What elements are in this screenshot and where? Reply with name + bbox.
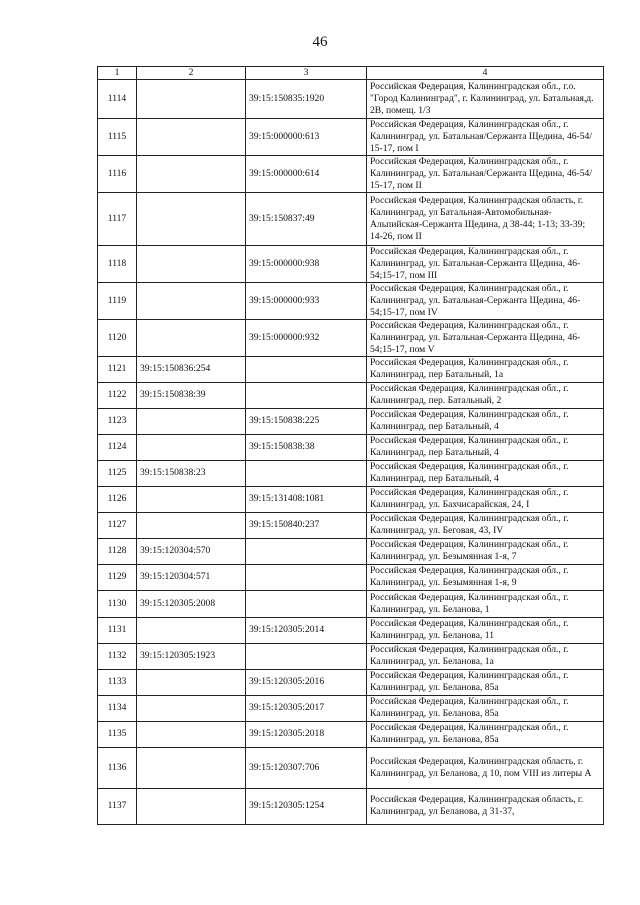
row-number-cell: 1134: [98, 695, 137, 721]
row-number-cell: 1125: [98, 460, 137, 486]
cadastral-col2-cell: [137, 79, 246, 118]
row-number-cell: 1131: [98, 617, 137, 643]
row-number-cell: 1118: [98, 245, 137, 282]
address-cell: Российская Федерация, Калининградская обл., г. Калининград, ул. Беланова, 85а: [367, 695, 604, 721]
cadastral-col3-cell: 39:15:000000:932: [246, 319, 367, 356]
table-row: [98, 721, 604, 747]
cadastral-col2-cell: 39:15:120304:570: [137, 538, 246, 564]
table-row: [98, 564, 604, 590]
row-number-cell: 1126: [98, 486, 137, 512]
cadastral-col2-cell: [137, 245, 246, 282]
cadastral-col2-cell: 39:15:150838:23: [137, 460, 246, 486]
table-row: [98, 486, 604, 512]
cadastral-col3-cell: 39:15:000000:613: [246, 118, 367, 155]
table-row: [98, 617, 604, 643]
cadastral-col3-cell: 39:15:120305:2016: [246, 669, 367, 695]
address-cell: Российская Федерация, Калининградская обл., г. Калининград, ул. Беланова, 85а: [367, 721, 604, 747]
cadastral-col3-cell: 39:15:000000:933: [246, 282, 367, 319]
cadastral-col3-cell: 39:15:120305:2018: [246, 721, 367, 747]
cadastral-col3-cell: [246, 538, 367, 564]
header-col-1: 1: [98, 67, 137, 80]
address-cell: Российская Федерация, Калининградская область, г. Калининград, ул Беланова, д 10, пом VIII из литеры А: [367, 747, 604, 788]
address-cell: Российская Федерация, Калининградская обл., г. Калининград, ул. Батальная/Сержанта Щедина, 46-54/ 15-17, пом I: [367, 118, 604, 155]
header-row: [98, 67, 604, 80]
cadastral-col2-cell: [137, 408, 246, 434]
row-number-cell: 1119: [98, 282, 137, 319]
cadastral-col3-cell: 39:15:120307:706: [246, 747, 367, 788]
row-number-cell: 1117: [98, 192, 137, 245]
cadastral-col3-cell: 39:15:150835:1920: [246, 79, 367, 118]
cadastral-col3-cell: 39:15:150840:237: [246, 512, 367, 538]
address-cell: Российская Федерация, Калининградская обл., г. Калининград, пер Батальный, 1а: [367, 356, 604, 382]
cadastral-col2-cell: [137, 192, 246, 245]
row-number-cell: 1129: [98, 564, 137, 590]
cadastral-col3-cell: 39:15:150838:225: [246, 408, 367, 434]
cadastral-col2-cell: [137, 617, 246, 643]
table-row: [98, 590, 604, 617]
table-row: [98, 282, 604, 319]
cadastral-col2-cell: 39:15:120304:571: [137, 564, 246, 590]
address-cell: Российская Федерация, Калининградская обл., г. Калининград, пер. Батальный, 2: [367, 382, 604, 408]
address-cell: Российская Федерация, Калининградская обл., г. Калининград, ул. Батальная-Сержанта Щедина, 46-54;15-17, пом III: [367, 245, 604, 282]
table-row: [98, 118, 604, 155]
table-row: [98, 245, 604, 282]
table-row: [98, 695, 604, 721]
cadastral-col2-cell: [137, 319, 246, 356]
cadastral-col3-cell: [246, 356, 367, 382]
table-row: [98, 512, 604, 538]
cadastral-col2-cell: [137, 721, 246, 747]
address-cell: Российская Федерация, Калининградская область, г. Калининград, ул Беланова, д 31-37,: [367, 788, 604, 824]
table-header: [98, 67, 604, 80]
cadastral-col3-cell: [246, 643, 367, 669]
header-col-2: 2: [137, 67, 246, 80]
row-number-cell: 1123: [98, 408, 137, 434]
cadastral-col3-cell: [246, 590, 367, 617]
row-number-cell: 1133: [98, 669, 137, 695]
registry-table: [97, 66, 604, 825]
cadastral-col3-cell: 39:15:120305:1254: [246, 788, 367, 824]
row-number-cell: 1124: [98, 434, 137, 460]
address-cell: Российская Федерация, Калининградская обл., г. Калининград, ул. Безымянная 1-я, 9: [367, 564, 604, 590]
cadastral-col2-cell: [137, 155, 246, 192]
cadastral-col3-cell: 39:15:120305:2014: [246, 617, 367, 643]
cadastral-col2-cell: [137, 486, 246, 512]
table-row: [98, 79, 604, 118]
row-number-cell: 1135: [98, 721, 137, 747]
table-row: [98, 192, 604, 245]
header-col-4: 4: [367, 67, 604, 80]
header-col-3: 3: [246, 67, 367, 80]
cadastral-col2-cell: [137, 669, 246, 695]
cadastral-col3-cell: [246, 460, 367, 486]
cadastral-col2-cell: 39:15:120305:1923: [137, 643, 246, 669]
row-number-cell: 1114: [98, 79, 137, 118]
cadastral-col2-cell: [137, 695, 246, 721]
table-row: [98, 538, 604, 564]
cadastral-col3-cell: 39:15:000000:614: [246, 155, 367, 192]
address-cell: Российская Федерация, Калининградская обл., г. Калининград, ул. Беланова, 11: [367, 617, 604, 643]
row-number-cell: 1127: [98, 512, 137, 538]
row-number-cell: 1121: [98, 356, 137, 382]
cadastral-col3-cell: 39:15:000000:938: [246, 245, 367, 282]
table-row: [98, 155, 604, 192]
table-row: [98, 408, 604, 434]
cadastral-col3-cell: [246, 382, 367, 408]
address-cell: Российская Федерация, Калининградская обл., г. Калининград, ул. Бахчисарайская, 24, I: [367, 486, 604, 512]
address-cell: Российская Федерация, Калининградская обл., г. Калининград, пер Батальный, 4: [367, 408, 604, 434]
cadastral-col3-cell: 39:15:131408:1081: [246, 486, 367, 512]
row-number-cell: 1115: [98, 118, 137, 155]
address-cell: Российская Федерация, Калининградская обл., г. Калининград, ул. Батальная-Сержанта Щедина, 46-54;15-17, пом IV: [367, 282, 604, 319]
table-row: [98, 434, 604, 460]
table-row: [98, 460, 604, 486]
cadastral-col3-cell: 39:15:120305:2017: [246, 695, 367, 721]
address-cell: Российская Федерация, Калининградская обл., г. Калининград, ул. Беланова, 85а: [367, 669, 604, 695]
row-number-cell: 1130: [98, 590, 137, 617]
row-number-cell: 1122: [98, 382, 137, 408]
address-cell: Российская Федерация, Калининградская обл., г. Калининград, ул. Батальная/Сержанта Щедина, 46-54/ 15-17, пом II: [367, 155, 604, 192]
page-number: 46: [312, 34, 328, 50]
row-number-cell: 1136: [98, 747, 137, 788]
row-number-cell: 1120: [98, 319, 137, 356]
cadastral-col2-cell: [137, 118, 246, 155]
cadastral-col2-cell: [137, 788, 246, 824]
cadastral-col2-cell: [137, 282, 246, 319]
row-number-cell: 1128: [98, 538, 137, 564]
table-row: [98, 669, 604, 695]
cadastral-col2-cell: 39:15:120305:2008: [137, 590, 246, 617]
address-cell: Российская Федерация, Калининградская обл., г. Калининград, ул. Безымянная 1-я, 7: [367, 538, 604, 564]
cadastral-col2-cell: 39:15:150838:39: [137, 382, 246, 408]
address-cell: Российская Федерация, Калининградская обл., г. Калининград, пер Батальный, 4: [367, 460, 604, 486]
row-number-cell: 1137: [98, 788, 137, 824]
table-body: [98, 79, 604, 824]
row-number-cell: 1132: [98, 643, 137, 669]
cadastral-col3-cell: [246, 564, 367, 590]
cadastral-col3-cell: 39:15:150838:38: [246, 434, 367, 460]
address-cell: Российская Федерация, Калининградская область, г. Калининград, ул Батальная-Автомобильная-Альпийская-Сержанта Щедина, д 38-44; 1-13; 33-39; 14-26, пом II: [367, 192, 604, 245]
address-cell: Российская Федерация, Калининградская обл., г. Калининград, ул. Беланова, 1: [367, 590, 604, 617]
table-row: [98, 319, 604, 356]
cadastral-col2-cell: [137, 747, 246, 788]
address-cell: Российская Федерация, Калининградская обл., г. Калининград, ул. Беланова, 1а: [367, 643, 604, 669]
table-row: [98, 788, 604, 824]
table-row: [98, 356, 604, 382]
table-row: [98, 643, 604, 669]
cadastral-col2-cell: [137, 434, 246, 460]
row-number-cell: 1116: [98, 155, 137, 192]
address-cell: Российская Федерация, Калининградская обл., г.о. "Город Калининград", г. Калининград, ул. Батальная,д. 2В, помещ. 1/3: [367, 79, 604, 118]
address-cell: Российская Федерация, Калининградская обл., г. Калининград, ул. Батальная-Сержанта Щедина, 46-54;15-17, пом V: [367, 319, 604, 356]
table-row: [98, 382, 604, 408]
address-cell: Российская Федерация, Калининградская обл., г. Калининград, пер Батальный, 4: [367, 434, 604, 460]
cadastral-col3-cell: 39:15:150837:49: [246, 192, 367, 245]
cadastral-col2-cell: [137, 512, 246, 538]
cadastral-col2-cell: 39:15:150836:254: [137, 356, 246, 382]
address-cell: Российская Федерация, Калининградская обл., г. Калининград, ул. Беговая, 43, IV: [367, 512, 604, 538]
table-row: [98, 747, 604, 788]
